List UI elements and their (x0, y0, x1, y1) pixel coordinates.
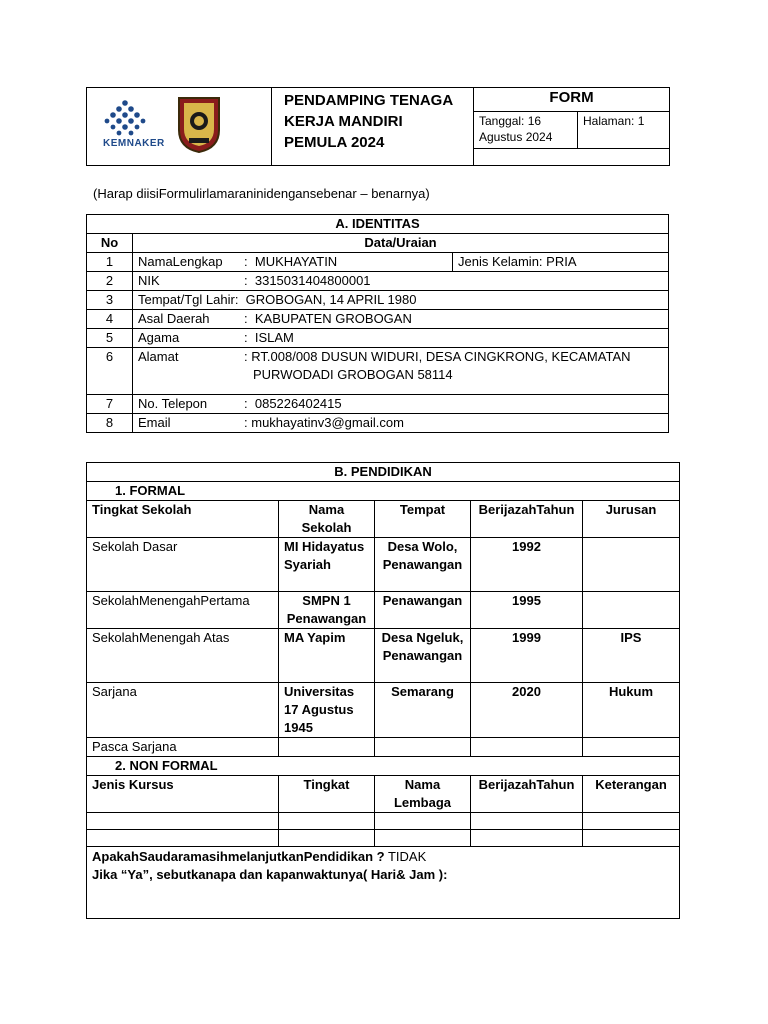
field-value: 3315031404800001 (254, 273, 371, 288)
identitas-row (87, 329, 669, 348)
cell-empty (471, 813, 583, 830)
grobogan-seal-icon (175, 94, 223, 154)
logo-area (87, 88, 272, 166)
cell-empty (583, 813, 680, 830)
cell-empty (375, 813, 471, 830)
cell-jurusan (583, 738, 680, 757)
field-value: KABUPATEN GROBOGAN (254, 311, 412, 326)
header-blank-cell (474, 148, 670, 165)
cell-empty (375, 830, 471, 847)
header-tempat: Tempat (375, 501, 471, 538)
cell-empty (87, 830, 279, 847)
cell-nama: MI Hidayatus Syariah (279, 538, 375, 592)
cell-jurusan: Hukum (583, 683, 680, 738)
nonformal-row (87, 813, 680, 830)
cell-empty (583, 830, 680, 847)
row-data: Asal Daerah : KABUPATEN GROBOGAN (133, 310, 669, 329)
header-tahun-kursus: BerijazahTahun (471, 776, 583, 813)
row-data: NIK : 3315031404800001 (133, 272, 669, 291)
field-value: ISLAM (254, 330, 294, 345)
followup-label: Jika “Ya”, sebutkanapa dan kapanwaktunya( Hari& Jam ): (92, 867, 448, 882)
halaman-cell: Halaman: 1 (578, 111, 670, 148)
question-answer: TIDAK (387, 849, 427, 864)
cell-nama: MA Yapim (279, 629, 375, 683)
identitas-title: A. IDENTITAS (87, 215, 669, 234)
cell-empty (279, 813, 375, 830)
formal-row (87, 738, 680, 757)
cell-tempat: Desa Ngeluk, Penawangan (375, 629, 471, 683)
identitas-row (87, 395, 669, 414)
cell-tahun: 2020 (471, 683, 583, 738)
row-data: Alamat : RT.008/008 DUSUN WIDURI, DESA CINGKRONG, KECAMATAN PURWODADI GROBOGAN 58114 (133, 348, 669, 395)
identitas-row (87, 253, 669, 272)
pendidikan-title: B. PENDIDIKAN (87, 463, 680, 482)
continuation-question (87, 847, 680, 919)
header-tahun: BerijazahTahun (471, 501, 583, 538)
header-keterangan: Keterangan (583, 776, 680, 813)
cell-nama: SMPN 1 Penawangan (279, 592, 375, 629)
cell-tingkat: Pasca Sarjana (87, 738, 279, 757)
cell-tempat: Semarang (375, 683, 471, 738)
identitas-table (86, 214, 669, 433)
nonformal-title: 2. NON FORMAL (87, 757, 680, 776)
cell-tingkat: SekolahMenengahPertama (87, 592, 279, 629)
row-no: 8 (87, 414, 133, 433)
formal-row (87, 683, 680, 738)
cell-tingkat: Sarjana (87, 683, 279, 738)
field-value-line2: PURWODADI GROBOGAN 58114 (253, 367, 453, 382)
cell-tempat: Desa Wolo, Penawangan (375, 538, 471, 592)
cell-tahun: 1995 (471, 592, 583, 629)
tanggal-cell: Tanggal: 16 Agustus 2024 (474, 111, 578, 148)
pendidikan-table (86, 462, 680, 919)
cell-nama: Universitas 17 Agustus 1945 (279, 683, 375, 738)
nonformal-row (87, 830, 680, 847)
row-data: No. Telepon : 085226402415 (133, 395, 669, 414)
cell-jurusan: IPS (583, 629, 680, 683)
row-no: 5 (87, 329, 133, 348)
gender-field: Jenis Kelamin: PRIA (453, 253, 669, 272)
col-data-header: Data/Uraian (133, 234, 669, 253)
field-value: 085226402415 (254, 396, 342, 411)
cell-jurusan (583, 592, 680, 629)
identitas-row (87, 272, 669, 291)
form-label: FORM (474, 88, 670, 112)
identitas-row (87, 291, 669, 310)
cell-tahun: 1999 (471, 629, 583, 683)
cell-nama (279, 738, 375, 757)
header-tingkat: Tingkat Sekolah (87, 501, 279, 538)
formal-row (87, 592, 680, 629)
form-header (86, 87, 670, 166)
cell-tahun: 1992 (471, 538, 583, 592)
row-no: 2 (87, 272, 133, 291)
formal-row (87, 538, 680, 592)
header-tingkat-kursus: Tingkat (279, 776, 375, 813)
formal-title: 1. FORMAL (87, 482, 680, 501)
formal-header-row (87, 501, 680, 538)
header-jenis-kursus: Jenis Kursus (87, 776, 279, 813)
header-jurusan: Jurusan (583, 501, 680, 538)
cell-tingkat: SekolahMenengah Atas (87, 629, 279, 683)
row-no: 4 (87, 310, 133, 329)
cell-tempat: Penawangan (375, 592, 471, 629)
row-data: Email : mukhayatinv3@gmail.com (133, 414, 669, 433)
identitas-row (87, 310, 669, 329)
cell-tempat (375, 738, 471, 757)
field-value: GROBOGAN, 14 APRIL 1980 (245, 292, 417, 307)
row-data: NamaLengkap : MUKHAYATIN (133, 253, 453, 272)
header-nama: Nama Sekolah (279, 501, 375, 538)
cell-empty (87, 813, 279, 830)
form-title: PENDAMPING TENAGA KERJA MANDIRI PEMULA 2024 (272, 88, 474, 166)
row-no: 1 (87, 253, 133, 272)
header-nama-lembaga: Nama Lembaga (375, 776, 471, 813)
cell-tahun (471, 738, 583, 757)
cell-empty (279, 830, 375, 847)
row-no: 3 (87, 291, 133, 310)
logo-caption: KEMNAKER (103, 138, 165, 149)
row-data: Tempat/Tgl Lahir: GROBOGAN, 14 APRIL 1980 (133, 291, 669, 310)
question-label: ApakahSaudaramasihmelanjutkanPendidikan ? (92, 849, 385, 864)
row-no: 7 (87, 395, 133, 414)
identitas-row (87, 348, 669, 395)
instruction-note: (Harap diisiFormulirlamaraninidengansebenar – benarnya) (93, 186, 430, 201)
cell-jurusan (583, 538, 680, 592)
field-value: mukhayatinv3@gmail.com (251, 415, 404, 430)
row-no: 6 (87, 348, 133, 395)
formal-row (87, 629, 680, 683)
nonformal-header-row (87, 776, 680, 813)
cell-empty (471, 830, 583, 847)
identitas-row (87, 414, 669, 433)
cell-tingkat: Sekolah Dasar (87, 538, 279, 592)
field-value: MUKHAYATIN (254, 254, 338, 269)
col-no-header: No (87, 234, 133, 253)
row-data: Agama : ISLAM (133, 329, 669, 348)
field-value: RT.008/008 DUSUN WIDURI, DESA CINGKRONG, KECAMATAN (251, 349, 631, 364)
